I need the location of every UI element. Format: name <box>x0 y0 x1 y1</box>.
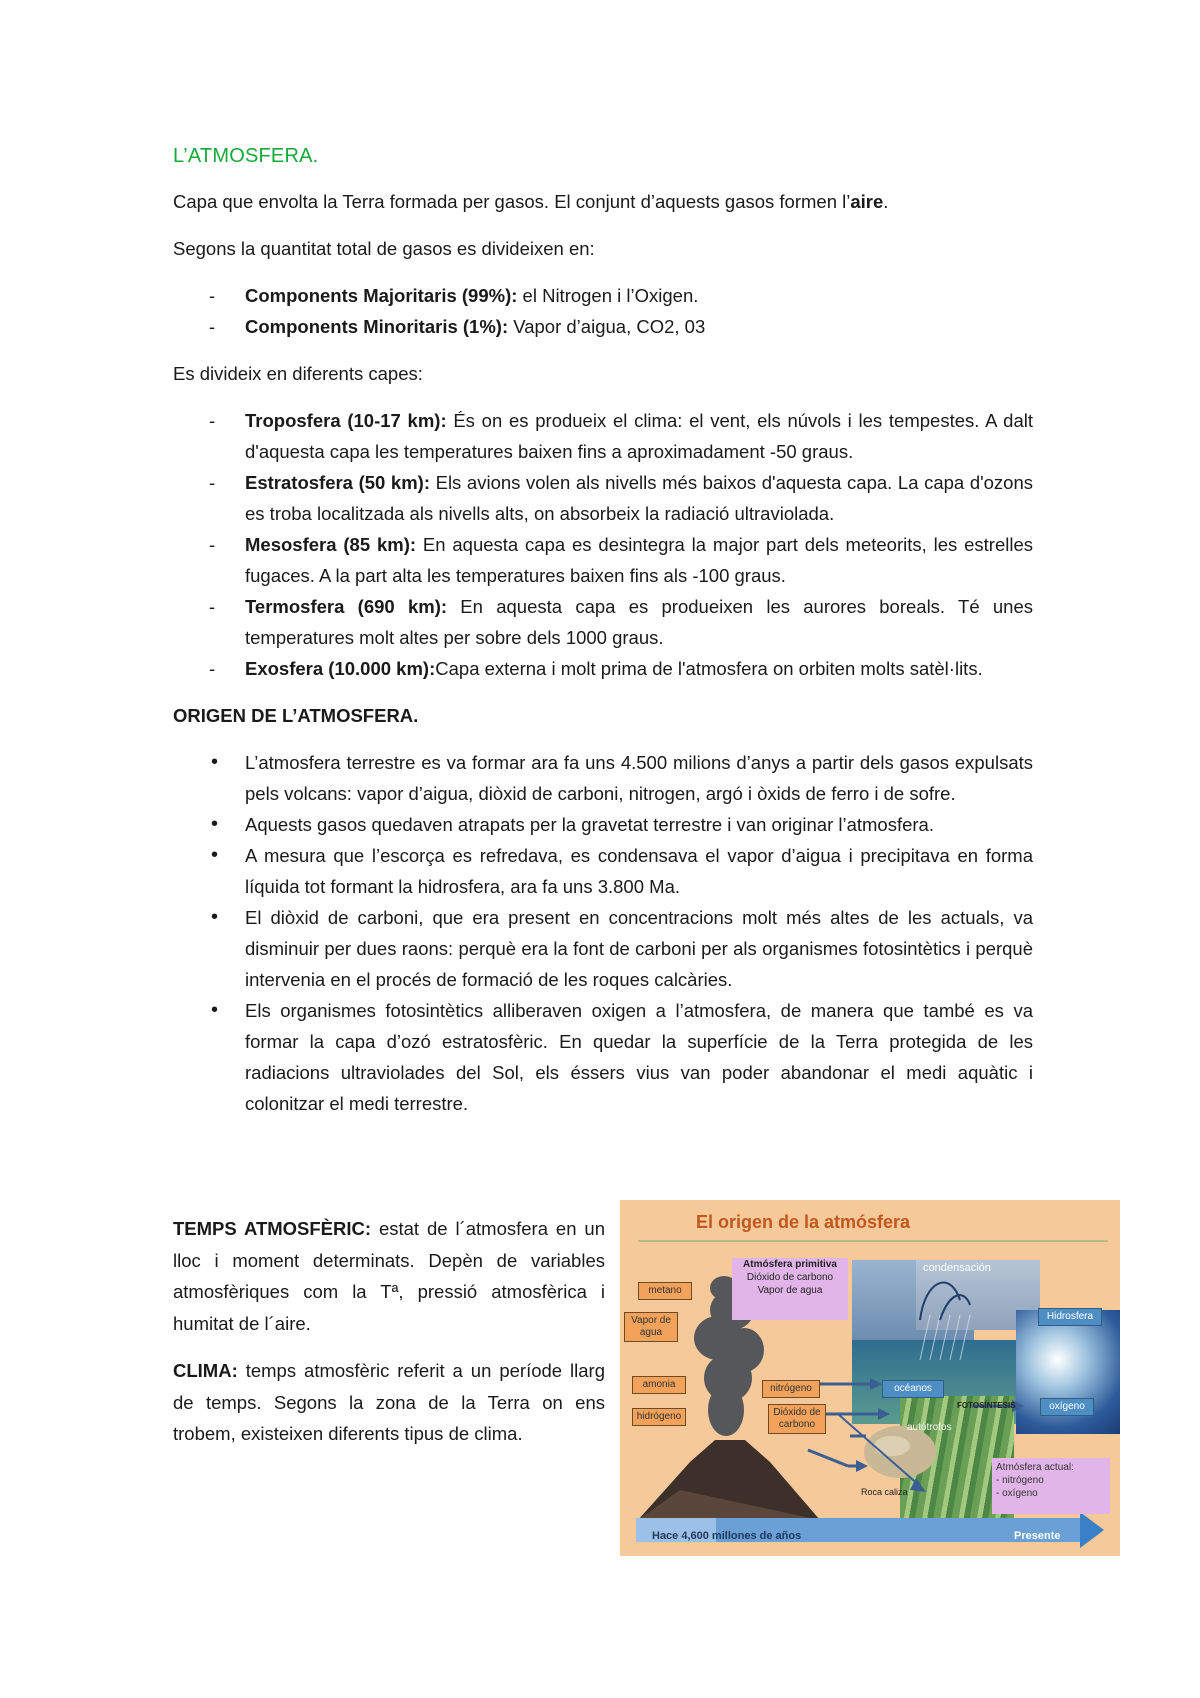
timeline-end-label: Presente <box>1014 1530 1061 1542</box>
label-vapor: Vapor de agua <box>624 1312 678 1342</box>
label-hidrogeno: hidrógeno <box>632 1408 686 1426</box>
figure-title: El origen de la atmósfera <box>696 1212 911 1232</box>
primitive-title: Atmósfera primitiva <box>743 1259 837 1270</box>
layer-text: Els avions volen als nivells més baixos d'aquesta capa. La capa d'ozons es troba localitzada als nivells alts, on absorbeix la radiació ultraviolada. <box>245 472 1034 524</box>
intro-end: . <box>883 191 889 212</box>
list-item: • El diòxid de carboni, que era present en concentracions molt més altes de les actuals, va disminuir per dues raons: perquè era la font de carboni per als organismes fotosintètics i perquè intervenia en el procés de formació de les roques calcàries. <box>173 902 1033 995</box>
component-label: Components Minoritaris (1%): <box>245 316 509 337</box>
primitive-atmosphere-box <box>732 1258 848 1320</box>
intro-bold-aire: aire <box>850 191 884 212</box>
components-list <box>173 280 1033 342</box>
list-item: • A mesura que l’escorça es refredava, es condensava el vapor d’aigua i precipitava en forma líquida tot formant la hidrosfera, ara fa uns 3.800 Ma. <box>173 840 1033 902</box>
layer-text: En aquesta capa es produeixen les aurores boreals. Té unes temperatures molt altes per sobre dels 1000 graus. <box>245 596 1033 648</box>
list-item <box>173 405 1033 467</box>
layer-label: Estratosfera (50 km): <box>245 472 430 493</box>
layer-label: Mesosfera (85 km): <box>245 534 417 555</box>
label-oceanos: océanos <box>882 1380 944 1398</box>
page-title: L’ATMOSFERA. <box>173 145 319 167</box>
layer-label: Troposfera (10-17 km): <box>245 410 447 431</box>
component-label: Components Majoritaris (99%): <box>245 285 518 306</box>
list-item: • Aquests gasos quedaven atrapats per la gravetat terrestre i van originar l’atmosfera. <box>173 809 1033 840</box>
layer-label: Termosfera (690 km): <box>245 596 448 617</box>
weather-definition <box>173 1213 605 1339</box>
list-item <box>173 591 1033 653</box>
main-content <box>173 142 1033 1135</box>
weather-label: TEMPS ATMOSFÈRIC: <box>173 1218 372 1239</box>
gases-intro: Segons la quantitat total de gasos es divideixen en: <box>173 238 595 259</box>
label-roca-caliza: Roca caliza <box>861 1487 908 1497</box>
condensation-arrow <box>920 1283 960 1320</box>
primitive-co2: Dióxido de carbono <box>746 1272 834 1283</box>
label-condensacion: condensación <box>923 1262 991 1274</box>
list-item <box>173 467 1033 529</box>
timeline-start-label: Hace 4,600 millones de años <box>652 1530 802 1542</box>
current-oxygen: - oxígeno <box>996 1488 1038 1499</box>
label-dioxido: Dióxido de carbono <box>768 1404 826 1434</box>
label-oxigeno: oxígeno <box>1040 1398 1094 1416</box>
layer-text: És on es produeix el clima: el vent, els núvols i les tempestes. A dalt d'aquesta capa les temperatures baixen fins a aproximadament -50 graus. <box>245 410 1033 462</box>
label-hidrosfera: Hidrosfera <box>1038 1308 1102 1326</box>
layer-text: Capa externa i molt prima de l'atmosfera on orbiten molts satèl·lits. <box>435 658 983 679</box>
component-text: el Nitrogen i l’Oxigen. <box>517 285 699 306</box>
layers-intro: Es divideix en diferents capes: <box>173 363 423 384</box>
layer-label: Exosfera (10.000 km): <box>245 658 436 679</box>
list-item <box>173 280 1033 311</box>
list-item: • L’atmosfera terrestre es va formar ara fa uns 4.500 milions d’anys a partir dels gasos expulsats pels volcans: vapor d’aigua, diòxid de carboni, nitrogen, argó i òxids de ferro i de sofre. <box>173 747 1033 809</box>
current-nitrogen: - nitrógeno <box>996 1475 1044 1486</box>
intro-paragraph <box>173 186 1033 217</box>
label-nitrogeno: nitrógeno <box>762 1380 820 1398</box>
component-text: Vapor d’aigua, CO2, 03 <box>508 316 706 337</box>
origin-heading: ORIGEN DE L’ATMOSFERA. <box>173 705 419 726</box>
origin-list <box>173 747 1033 1119</box>
layers-list <box>173 405 1033 684</box>
primitive-vapor: Vapor de agua <box>757 1285 823 1296</box>
list-item: • Els organismes fotosintètics alliberaven oxigen a l’atmosfera, de manera que també es va formar la capa d’ozó estratosfèric. En quedar la superfície de la Terra protegida de les radiacions ultraviolades del Sol, els éssers vius van poder abandonar el medi aquàtic i colonitzar el medi terrestre. <box>173 995 1033 1119</box>
list-item <box>173 311 1033 342</box>
current-title: Atmósfera actual: <box>996 1462 1074 1473</box>
climate-label: CLIMA: <box>173 1360 238 1381</box>
label-fotosintesis: FOTOSÍNTESIS <box>957 1401 1016 1410</box>
weather-text: estat de l´atmosfera en un lloc i moment determinats. Depèn de variables atmosfèriques com la Tª, pressió atmosfèrica i humitat de l´aire. <box>173 1218 605 1334</box>
atmosphere-origin-figure <box>620 1200 1120 1556</box>
list-item <box>173 529 1033 591</box>
list-item <box>173 653 1033 684</box>
label-metano: metano <box>638 1282 692 1300</box>
climate-text: temps atmosfèric referit a un període llarg de temps. Segons la zona de la Terra on ens trobem, existeixen diferents tipus de clima. <box>173 1360 605 1444</box>
intro-text: Capa que envolta la Terra formada per gasos. El conjunt d’aquests gasos formen l’ <box>173 191 851 212</box>
label-autotrofos: autótrofos <box>907 1422 952 1433</box>
rain <box>920 1315 970 1360</box>
label-amonia: amonia <box>632 1376 686 1394</box>
layer-text: En aquesta capa es desintegra la major part dels meteorits, les estrelles fugaces. A la part alta les temperatures baixen fins als -100 graus. <box>245 534 1034 586</box>
definitions <box>173 1213 605 1466</box>
current-atmosphere-box <box>992 1458 1110 1514</box>
climate-definition <box>173 1355 605 1450</box>
